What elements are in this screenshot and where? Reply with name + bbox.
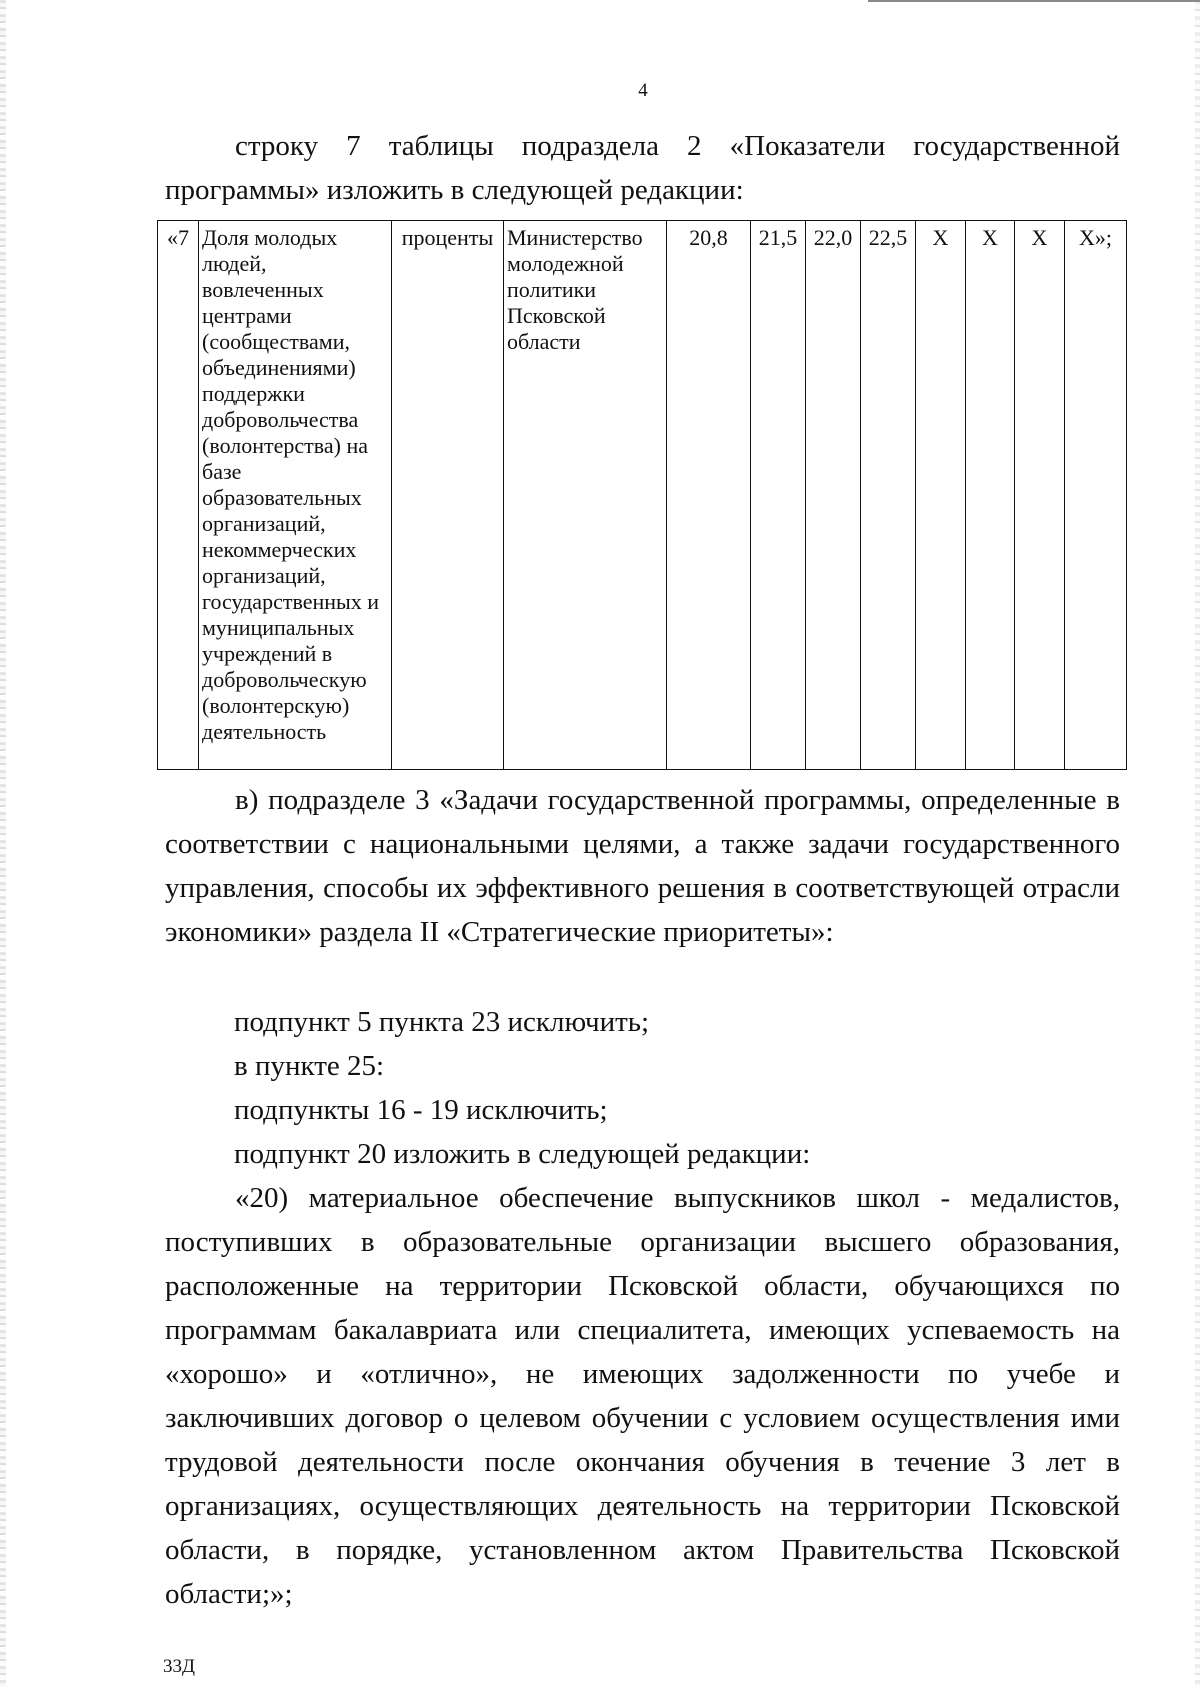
item-subpoint-5: подпункт 5 пункта 23 исключить; — [234, 1006, 650, 1038]
value-cell: 22,5 — [861, 221, 916, 770]
item-subpoint-20: подпункт 20 изложить в следующей редакции: — [234, 1138, 811, 1170]
table-row — [158, 221, 1127, 770]
intro-paragraph: строку 7 таблицы подраздела 2 «Показатели государственной программы» изложить в следующей редакции: — [165, 130, 1120, 206]
unit-cell: проценты — [392, 221, 504, 770]
item-subpoints-16-19: подпункты 16 - 19 исключить; — [234, 1094, 608, 1126]
paragraph-v: в) подразделе 3 «Задачи государственной программы, определенные в соответствии с национальными целями, а также задачи государственного управления, способы их эффективного решения в соответствующей отрасли экономики» раздела II «Стратегические приоритеты»: — [165, 784, 1120, 948]
value-cell: Х»; — [1065, 221, 1127, 770]
value-cell: Х — [1015, 221, 1065, 770]
indicator-table — [157, 220, 1127, 770]
value-cell: Х — [966, 221, 1015, 770]
scan-edge-left — [0, 0, 6, 1686]
responsible-cell: Министерство молодежной политики Псковской области — [504, 221, 667, 770]
item-point-25: в пункте 25: — [234, 1050, 385, 1082]
scan-edge-right — [1195, 0, 1200, 1686]
value-cell: 22,0 — [806, 221, 861, 770]
row-number-cell: «7 — [158, 221, 199, 770]
value-cell: 20,8 — [667, 221, 751, 770]
indicator-name-cell: Доля молодых людей, вовлеченных центрами (сообществами, объединениями) поддержки добровольчества (волонтерства) на базе образовательных организаций, некоммерческих организаций, государственных и муниципальных учреждений в добровольческую (волонтерскую) деятельность — [199, 221, 392, 770]
page-number: 4 — [638, 80, 648, 101]
document-code: 33Д — [163, 1656, 195, 1677]
paragraph-20: «20) материальное обеспечение выпускников школ - медалистов, поступивших в образовательные организации высшего образования, расположенные на территории Псковской области, обучающихся по программам бакалавриата или специалитета, имеющих успеваемость на «хорошо» и «отлично», не имеющих задолженности по учебе и заключивших договор о целевом обучении с условием осуществления ими трудовой деятельности после окончания обучения в течение 3 лет в организациях, осуществляющих деятельность на территории Псковской области, в порядке, установленном актом Правительства Псковской области;»; — [165, 1182, 1120, 1610]
value-cell: 21,5 — [751, 221, 806, 770]
scan-top-rule — [868, 0, 1200, 2]
value-cell: Х — [916, 221, 966, 770]
